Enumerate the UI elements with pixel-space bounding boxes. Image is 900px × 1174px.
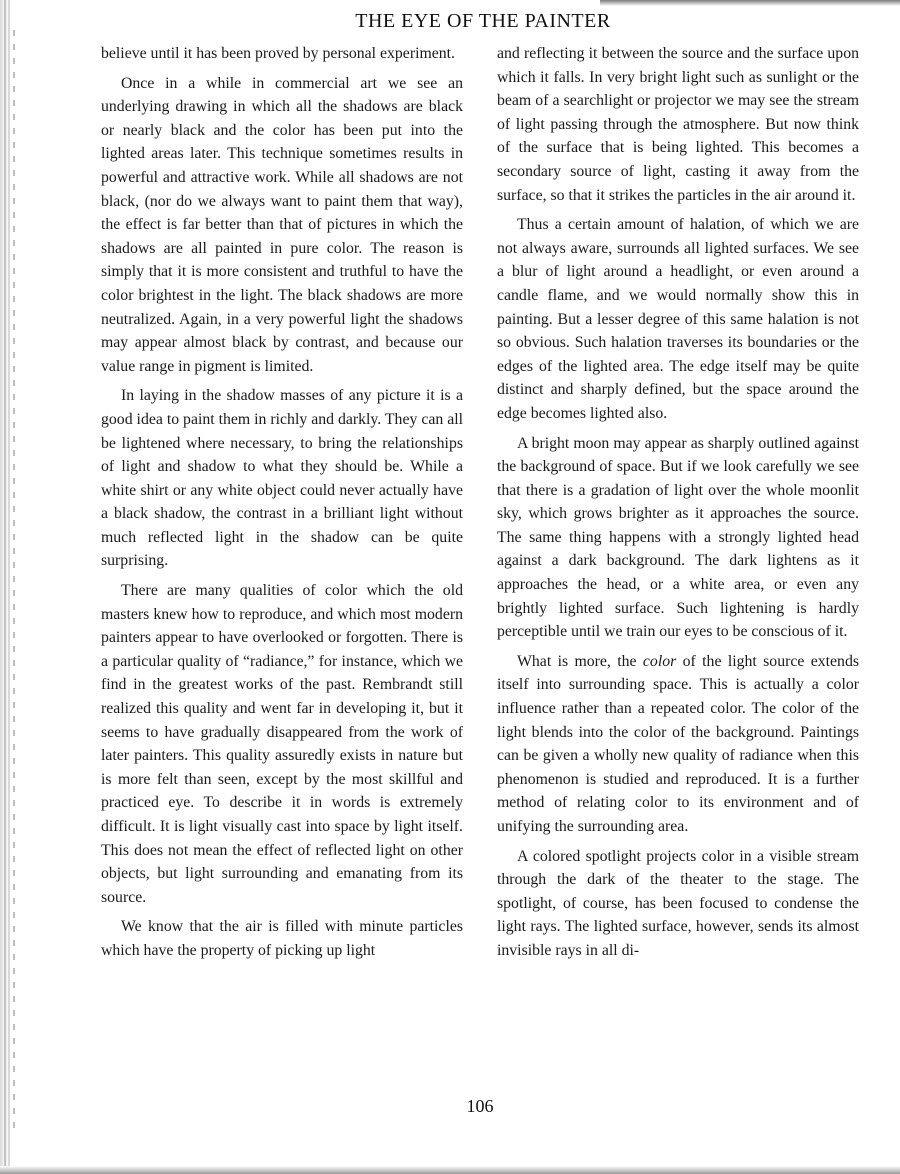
paragraph: Thus a certain amount of halation, of which we are not always aware, surrounds all lighted surfaces. We see a blur of light around a headlight, or even around a candle flame, and we would normally show this in painting. But a lesser degree of this same halation is not so obvious. Such halation traverses its boundaries or the edges of the lighted area. The edge itself may be quite distinct and sharply defined, but the space around the edge becomes lighted also. — [497, 216, 859, 422]
book-binding-edge — [0, 0, 22, 1174]
paragraph: Once in a while in commercial art we see an underlying drawing in which all the shadows are black or nearly black and the color has been put into the lighted areas later. This technique sometimes results in powerful and attractive work. While all shadows are not black, (nor do we always want to paint them that way), the effect is far better than that of pictures in which the shadows are all painted in pure color. The reason is simply that it is more consistent and truthful to have the color brightest in the light. The black shadows are more neutralized. Again, in a very powerful light the shadows may appear almost black by contrast, and because our value range in pigment is limited. — [101, 74, 463, 375]
paragraph: and reflecting it between the source and the surface upon which it falls. In very bright light such as sunlight or the beam of a searchlight or projector we may see the stream of light passing through the atmosphere. But now think of the surface that is being lighted. This becomes a secondary source of light, casting it away from the surface, so that it strikes the particles in the air around it. — [497, 45, 859, 204]
scan-shadow — [600, 0, 900, 6]
paragraph: We know that the air is filled with minute particles which have the property of picking up light — [101, 918, 463, 959]
page-number: 106 — [466, 1096, 494, 1116]
emphasis-color: color — [642, 652, 677, 670]
right-column — [497, 42, 859, 969]
running-header: THE EYE OF THE PAINTER — [355, 10, 611, 32]
paragraph: A bright moon may appear as sharply outlined against the background of space. But if we look carefully we see that there is a gradation of light over the whole moonlit sky, which grows brighter as it approaches the source. The same thing happens with a strongly lighted head against a dark background. The dark lightens as it approaches the head, or a white area, or even any brightly lighted surface. Such lightening is hardly perceptible until we train our eyes to be conscious of it. — [497, 434, 859, 641]
scan-bottom-edge — [0, 1166, 900, 1174]
paragraph: believe until it has been proved by personal experiment. — [101, 45, 456, 62]
paragraph: There are many qualities of color which the old masters knew how to reproduce, and which most modern painters appear to have overlooked or forgotten. There is a particular quality of “radiance,” for instance, which we find in the greatest works of the past. Rembrandt still realized this quality and went far in developing it, but it seems to have gradually disappeared from the work of later painters. This quality assuredly exists in nature but is more felt than seen, except by the most skillful and practiced eye. To describe it in words is extremely difficult. It is light visually cast into space by light itself. This does not mean the effect of reflected light on other objects, but light surrounding and emanating from its source. — [101, 582, 463, 906]
left-column — [101, 42, 463, 969]
paragraph — [497, 650, 859, 839]
paragraph: A colored spotlight projects color in a visible stream through the dark of the theater to the stage. The spotlight, of course, has been focused to condense the light rays. The lighted surface, however, sends its almost invisible rays in all di- — [497, 847, 859, 959]
text-run: What is more, the — [517, 652, 643, 670]
paragraph: In laying in the shadow masses of any picture it is a good idea to paint them in richly and darkly. They can all be lightened where necessary, to bring the relationships of light and shadow to what they should be. While a white shirt or any white object could never actually have a black shadow, the contrast in a brilliant light without much reflected light in the shadow can be quite surprising. — [101, 387, 463, 570]
text-run: of the light source extends itself into surrounding space. This is actually a color influence rather than a repeated color. The color of the light blends into the color of the background. Paintings can be given a wholly new quality of radiance when this phenomenon is studied and reproduced. It is a further method of relating color to its environment and of unifying the surrounding area. — [497, 652, 860, 835]
